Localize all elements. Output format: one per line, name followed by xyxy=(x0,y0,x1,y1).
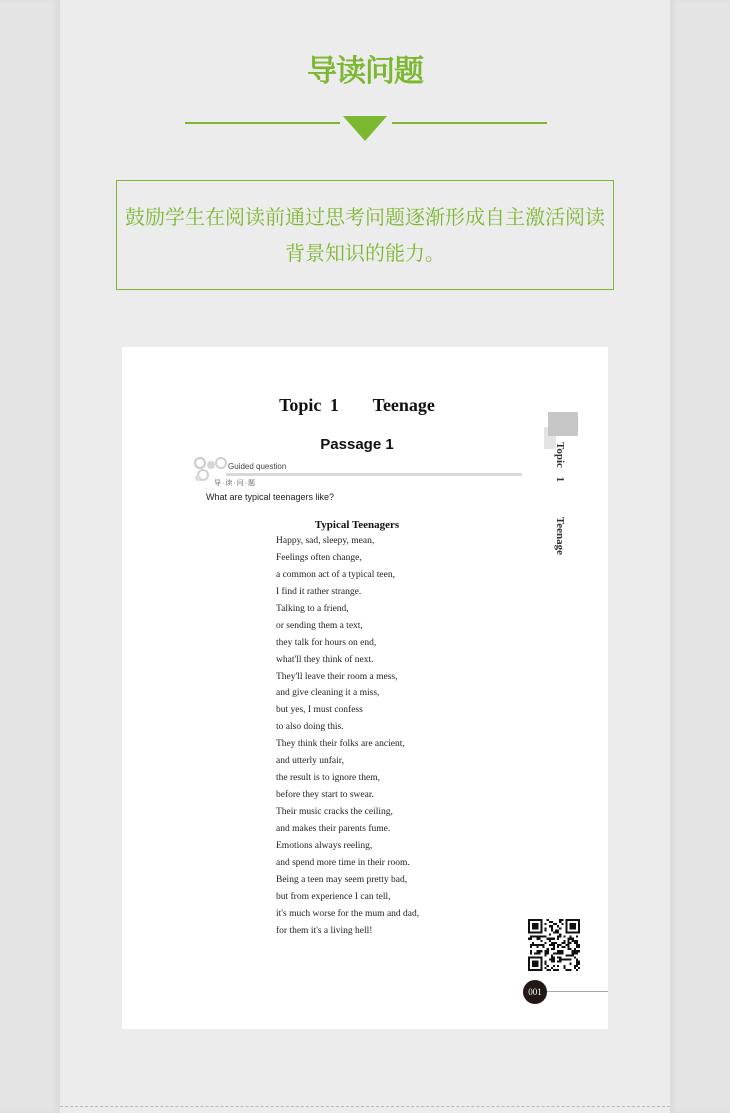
left-margin-strip xyxy=(0,0,60,1113)
poem-line: but from experience I can tell, xyxy=(276,891,391,902)
poem-line: Emotions always reeling, xyxy=(276,840,373,851)
side-tab-title: Topic 1 Teenage xyxy=(554,442,566,556)
poem-line: the result is to ignore them, xyxy=(276,773,380,784)
poem-line: They think their folks are ancient, xyxy=(276,739,405,750)
guided-question-label-cn: 导·读·问·题 xyxy=(214,480,256,487)
poem-line: but yes, I must confess xyxy=(276,705,363,716)
poem-title: Typical Teenagers xyxy=(314,519,400,531)
bottom-dashed-rule xyxy=(60,1106,670,1107)
right-margin-strip xyxy=(670,0,730,1113)
poem-line: Feelings often change, xyxy=(276,552,362,563)
poem-line: Their music cracks the ceiling, xyxy=(276,807,393,817)
description-box xyxy=(116,180,614,290)
qr-code-icon[interactable] xyxy=(528,919,580,971)
poem-line: They'll leave their room a mess, xyxy=(276,671,398,682)
poem-line: I find it rather strange. xyxy=(276,586,362,597)
content-panel xyxy=(60,0,670,1113)
section-title: 导读问题 xyxy=(307,54,423,89)
poem-line: to also doing this. xyxy=(276,722,344,733)
poem-line: Talking to a friend, xyxy=(276,603,349,614)
poem-line: and give cleaning it a miss, xyxy=(276,688,380,699)
poem-lines xyxy=(276,533,419,940)
poem-line: Happy, sad, sleepy, mean, xyxy=(276,536,375,546)
side-tab-block xyxy=(548,412,578,436)
page-number: 001 xyxy=(523,980,547,1004)
title-divider xyxy=(185,116,547,146)
divider-line-right xyxy=(392,122,547,124)
book-page xyxy=(122,347,608,1029)
guided-question-rule xyxy=(226,473,522,476)
poem-line: a common act of a typical teen, xyxy=(276,569,395,580)
poem-line: or sending them a text, xyxy=(276,620,363,631)
poem-line: they talk for hours on end, xyxy=(276,637,377,648)
poem-line: and utterly unfair, xyxy=(276,756,344,767)
poem-line: before they start to swear. xyxy=(276,790,374,801)
topic-title: Topic 1 Teenage xyxy=(279,395,435,415)
guided-question-label: Guided question xyxy=(228,462,287,471)
poem-line: Being a teen may seem pretty bad, xyxy=(276,874,408,885)
poem-line: for them it's a living hell! xyxy=(276,925,373,936)
guided-question-text: What are typical teenagers like? xyxy=(206,492,335,502)
triangle-down-icon xyxy=(343,116,387,141)
passage-title: Passage 1 xyxy=(320,436,394,453)
divider-line-left xyxy=(185,122,340,124)
description-text: 鼓励学生在阅读前通过思考问题逐渐形成自主激活阅读背景知识的能力。 xyxy=(125,205,605,265)
poem-line: what'll they think of next. xyxy=(276,654,374,665)
poem-line: it's much worse for the mum and dad, xyxy=(276,908,420,919)
page-number-rule xyxy=(547,991,608,992)
poem-line: and spend more time in their room. xyxy=(276,857,410,868)
poem-line: and makes their parents fume. xyxy=(276,823,391,834)
